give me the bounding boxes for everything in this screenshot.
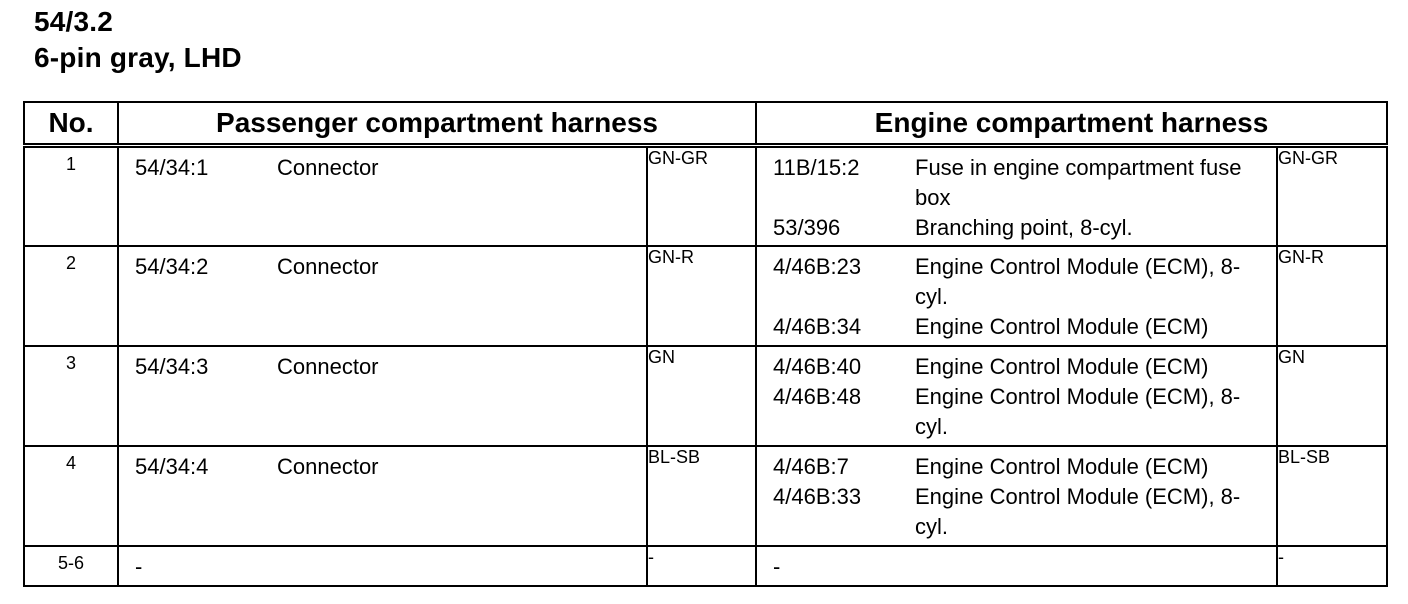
passenger-harness-cell — [118, 146, 647, 246]
engine-description: Engine Control Module (ECM) — [915, 313, 1209, 339]
passenger-description: Connector — [277, 253, 379, 279]
engine-connection-list — [757, 247, 1276, 342]
header-engine-harness: Engine compartment harness — [756, 102, 1387, 146]
passenger-pin: 54/34:4 — [135, 453, 209, 479]
table-row — [24, 346, 1387, 446]
passenger-wire-color: GN-GR — [647, 146, 756, 246]
pin-number: 5-6 — [24, 546, 118, 586]
engine-pin: - — [773, 553, 781, 579]
engine-harness-cell — [756, 546, 1277, 586]
engine-connection-list — [757, 347, 1276, 442]
engine-connection-list — [757, 547, 1276, 582]
passenger-harness-cell — [118, 446, 647, 546]
engine-description: Engine Control Module (ECM), 8-cyl. — [915, 383, 1241, 439]
pin-number: 4 — [24, 446, 118, 546]
engine-connection — [757, 312, 1276, 342]
passenger-description: Connector — [277, 155, 379, 180]
passenger-wire-color: GN — [647, 346, 756, 446]
engine-connection-list — [757, 447, 1276, 542]
pin-number: 1 — [24, 146, 118, 246]
engine-pin: 11B/15:2 — [773, 155, 860, 180]
engine-pin: 4/46B:33 — [773, 483, 862, 509]
passenger-wire-color: BL-SB — [647, 446, 756, 546]
pinout-table — [23, 101, 1388, 587]
engine-connection — [757, 252, 1276, 312]
connector-description: 6-pin gray, LHD — [34, 42, 242, 73]
engine-connection — [757, 213, 1276, 243]
passenger-connection — [119, 347, 646, 382]
engine-harness-cell — [756, 146, 1277, 246]
header-row — [24, 102, 1387, 146]
passenger-pin: - — [135, 553, 143, 579]
passenger-connection — [119, 148, 646, 183]
connector-id: 54/3.2 — [34, 6, 114, 37]
passenger-connection — [119, 447, 646, 482]
header-passenger-harness: Passenger compartment harness — [118, 102, 756, 146]
engine-harness-cell — [756, 246, 1277, 346]
passenger-connection — [119, 247, 646, 282]
passenger-pin: 54/34:3 — [135, 353, 209, 379]
passenger-description: Connector — [277, 353, 379, 379]
passenger-harness-cell — [118, 346, 647, 446]
engine-pin: 4/46B:40 — [773, 353, 862, 379]
passenger-wire-color: GN-R — [647, 246, 756, 346]
passenger-description: Connector — [277, 453, 379, 479]
engine-harness-cell — [756, 346, 1277, 446]
pin-number: 2 — [24, 246, 118, 346]
table-row — [24, 546, 1387, 586]
engine-pin: 4/46B:7 — [773, 453, 849, 479]
engine-pin: 4/46B:34 — [773, 313, 862, 339]
engine-harness-cell — [756, 446, 1277, 546]
engine-wire-color: GN-R — [1277, 246, 1387, 346]
pin-number: 3 — [24, 346, 118, 446]
table-row — [24, 246, 1387, 346]
engine-description: Fuse in engine compartment fuse box — [915, 155, 1242, 210]
engine-description: Engine Control Module (ECM), 8-cyl. — [915, 253, 1241, 309]
engine-wire-color: BL-SB — [1277, 446, 1387, 546]
engine-connection — [757, 382, 1276, 442]
header-no: No. — [24, 102, 118, 146]
engine-connection — [757, 153, 1276, 213]
engine-wire-color: GN — [1277, 346, 1387, 446]
engine-connection — [757, 552, 1276, 582]
passenger-harness-cell — [118, 246, 647, 346]
engine-connection — [757, 452, 1276, 482]
engine-description — [915, 552, 1271, 582]
engine-pin: 4/46B:23 — [773, 253, 862, 279]
engine-pin: 4/46B:48 — [773, 383, 862, 409]
passenger-pin: 54/34:2 — [135, 253, 209, 279]
pin-rows — [24, 146, 1387, 586]
passenger-harness-cell — [118, 546, 647, 586]
engine-description: Branching point, 8-cyl. — [915, 215, 1133, 240]
table-row — [24, 146, 1387, 246]
engine-description: Engine Control Module (ECM) — [915, 453, 1209, 479]
engine-wire-color: - — [1277, 546, 1387, 586]
engine-pin: 53/396 — [773, 215, 841, 240]
engine-connection — [757, 482, 1276, 542]
engine-wire-color: GN-GR — [1277, 146, 1387, 246]
passenger-connection — [119, 547, 646, 582]
table-row — [24, 446, 1387, 546]
engine-description: Engine Control Module (ECM), 8-cyl. — [915, 483, 1241, 539]
engine-connection — [757, 352, 1276, 382]
engine-description: Engine Control Module (ECM) — [915, 353, 1209, 379]
passenger-wire-color: - — [647, 546, 756, 586]
engine-connection-list — [757, 148, 1276, 243]
passenger-pin: 54/34:1 — [135, 155, 209, 180]
document-title — [34, 4, 242, 76]
